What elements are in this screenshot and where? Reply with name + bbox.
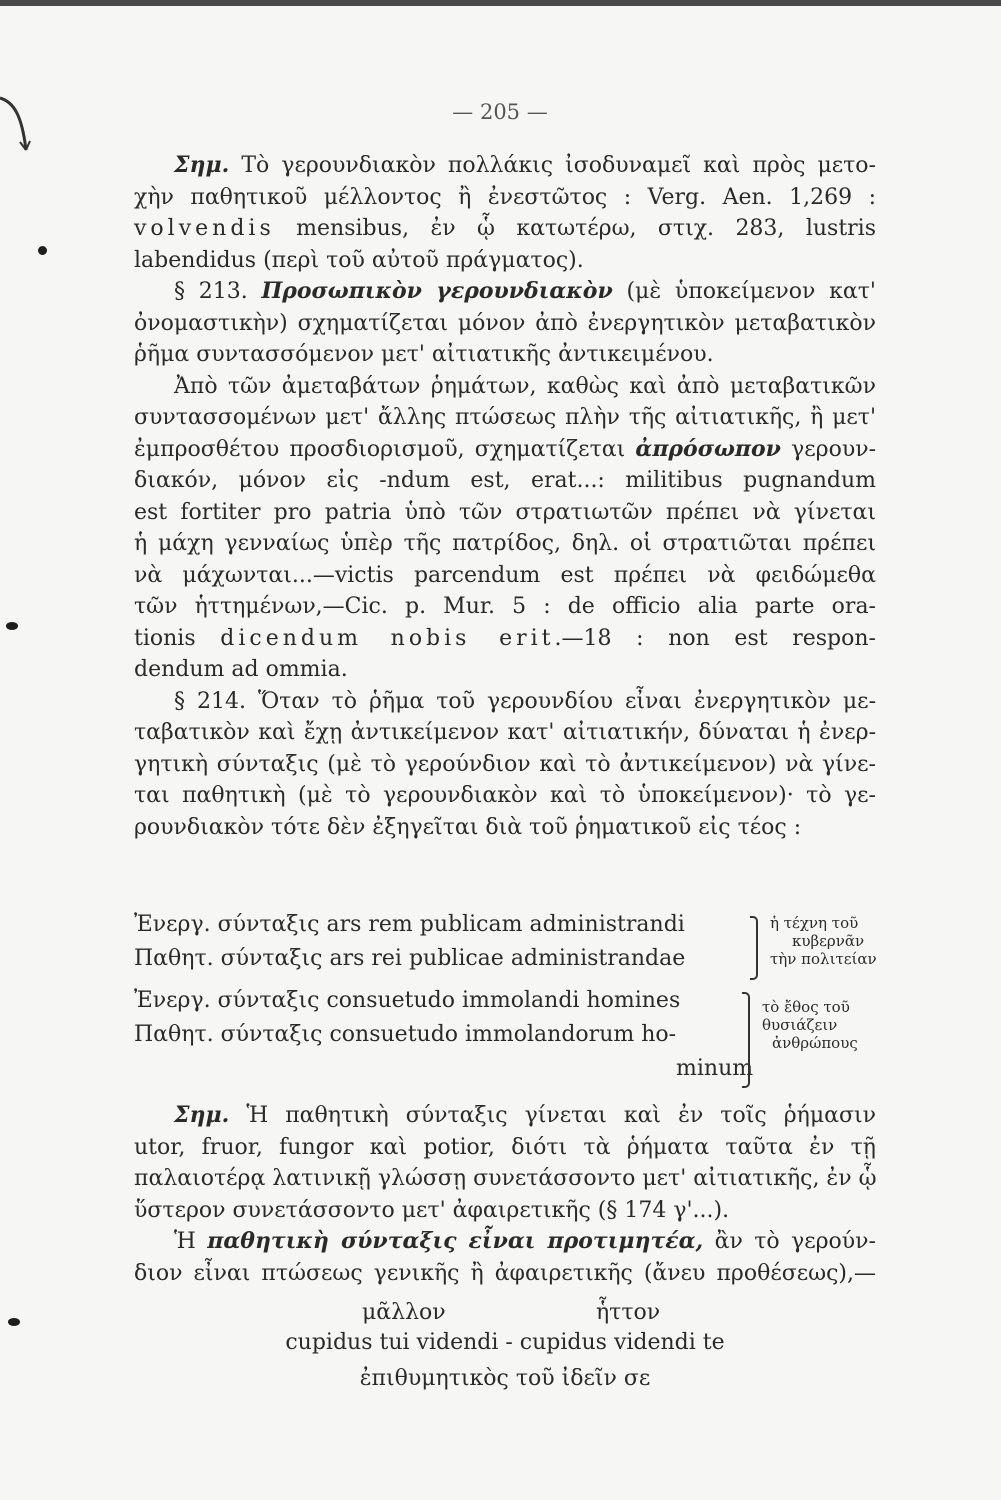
text-line: ῥῆμα συντασσόμενον μετ' αἰτιατικῆς ἀντικειμένου. bbox=[134, 342, 714, 367]
gloss-line: τὸ ἔθος τοῦ bbox=[762, 998, 850, 1016]
text-line: utor, fruor, fungor καὶ potior, διότι τὰ ῥήματα ταῦτα ἐν τῇ bbox=[134, 1134, 876, 1160]
text-line: συντασσομένων μετ' ἄλλης πτώσεως πλὴν τῆς αἰτιατικῆς, ἢ μετ' bbox=[134, 405, 876, 430]
text-line: νὰ μάχωνται...—victis parcendum est πρέπει νὰ φειδώμεθα bbox=[134, 562, 876, 588]
text-line: ὕστερον συνετάσσοντο μετ' ἀφαιρετικῆς (§ 174 γ'...). bbox=[134, 1197, 730, 1223]
text-line: ὀνομαστικὴν) σχηματίζεται μόνον ἀπὸ ἐνεργητικὸν μεταβατικὸν bbox=[134, 310, 876, 336]
text-line: ἐμπροσθέτου προσδιορισμοῦ, σχηματίζεται ἀπρόσωπον γερουν- bbox=[134, 435, 877, 462]
body-text bbox=[134, 150, 876, 843]
binding-hole-mark bbox=[38, 246, 47, 255]
page-number: — 205 — bbox=[452, 100, 548, 124]
text-line: διακόν, μόνον εἰς -ndum est, erat...: militibus pugnandum bbox=[134, 468, 876, 493]
gloss-line: θυσιάζειν bbox=[762, 1016, 838, 1034]
text-line: ται παθητικὴ (μὲ τὸ γερουνδιακὸν καὶ τὸ ὑποκείμενον)· τὸ γε- bbox=[134, 783, 876, 808]
gloss-line: ἀνθρώπους bbox=[772, 1034, 858, 1052]
note-text bbox=[134, 1100, 876, 1289]
example-1-active: Ἐνεργ. σύνταξις ars rem publicam administrandi bbox=[134, 912, 685, 937]
text-line: τῶν ἡττημένων,—Cic. p. Mur. 5 : de officio alia parte ora- bbox=[134, 594, 876, 619]
section-213-heading: § 213. Προσωπικὸν γερουνδιακὸν (μὲ ὑποκείμενον κατ' bbox=[174, 278, 876, 304]
page-curl-mark bbox=[0, 90, 34, 160]
text-line: Ἀπὸ τῶν ἀμεταβάτων ῥημάτων, καθὼς καὶ ἀπὸ μεταβατικῶν bbox=[174, 373, 876, 399]
text-line: χὴν παθητικοῦ μέλλοντος ἢ ἐνεστῶτος : Verg. Aen. 1,269 : bbox=[134, 184, 876, 210]
example-1-gloss bbox=[770, 914, 877, 968]
gloss-line: ἡ τέχνη τοῦ bbox=[770, 914, 859, 932]
text-line: dendum ad ommia. bbox=[134, 657, 348, 682]
text-line: ταβατικὸν καὶ ἔχῃ ἀντικείμενον κατ' αἰτιατικήν, δύναται ἡ ἐνερ- bbox=[134, 720, 876, 745]
example-2-active: Ἐνεργ. σύνταξις consuetudo immolandi homines bbox=[134, 988, 681, 1013]
gloss-line: κυβερνᾶν bbox=[792, 932, 865, 950]
binding-hole-mark bbox=[8, 1318, 20, 1326]
example-1-brace bbox=[750, 916, 758, 980]
text-line: Σημ. Τὸ γερουνδιακὸν πολλάκις ἰσοδυναμεῖ καὶ πρὸς μετο- bbox=[174, 152, 876, 178]
example-2-gloss bbox=[762, 998, 858, 1052]
text-line: γητικὴ σύνταξις (μὲ τὸ γερούνδιον καὶ τὸ ἀντικείμενον) νὰ γίνε- bbox=[134, 751, 876, 777]
example-2-passive: Παθητ. σύνταξις consuetudo immolandorum ho- bbox=[134, 1022, 677, 1047]
text-line: volvendis mensibus, ἐν ᾧ κατωτέρω, στιχ. 283, lustris bbox=[134, 216, 876, 241]
gloss-line: τὴν πολιτείαν bbox=[770, 950, 877, 968]
binding-hole-mark bbox=[6, 622, 18, 630]
text-line: est fortiter pro patria ὑπὸ τῶν στρατιωτῶν πρέπει νὰ γίνεται bbox=[134, 499, 876, 525]
section-214-heading: § 214. Ὅταν τὸ ῥῆμα τοῦ γερουνδίου εἶναι ἐνεργητικὸν με- bbox=[174, 688, 876, 714]
text-line: παλαιοτέρᾳ λατινικῇ γλώσσῃ συνετάσσοντο μετ' αἰτιατικῆς, ἐν ᾧ bbox=[134, 1166, 877, 1191]
example-1-passive: Παθητ. σύνταξις ars rei publicae administrandae bbox=[134, 946, 686, 971]
text-line: Ἡ παθητικὴ σύνταξις εἶναι προτιμητέα, ἂν τὸ γερούν- bbox=[174, 1228, 876, 1254]
comparison-more: μᾶλλον bbox=[362, 1300, 446, 1325]
text-line: labendidus (περὶ τοῦ αὐτοῦ πράγματος). bbox=[134, 247, 584, 273]
text-line: Σημ. Ἡ παθητικὴ σύνταξις γίνεται καὶ ἐν τοῖς ῥήμασιν bbox=[174, 1102, 876, 1128]
text-line: tionis dicendum nobis erit.—18 : non est respon- bbox=[134, 625, 876, 651]
comparison-less: ἧττον bbox=[596, 1300, 661, 1325]
page-top-edge bbox=[0, 0, 1001, 6]
comparison-latin: cupidus tui videndi - cupidus videndi te bbox=[285, 1330, 725, 1355]
comparison-greek: ἐπιθυμητικὸς τοῦ ἰδεῖν σε bbox=[359, 1366, 651, 1391]
example-2-brace bbox=[742, 992, 750, 1088]
text-line: ρουνδιακὸν τότε δὲν ἐξηγεῖται διὰ τοῦ ῥηματικοῦ εἰς τέος : bbox=[134, 814, 802, 840]
text-line: διον εἶναι πτώσεως γενικῆς ἢ ἀφαιρετικῆς (ἄνευ προθέσεως),— bbox=[134, 1260, 876, 1286]
text-line: ἡ μάχη γενναίως ὑπὲρ τῆς πατρίδος, δηλ. οἱ στρατιῶται πρέπει bbox=[134, 531, 876, 556]
example-2-continuation: minum bbox=[676, 1056, 754, 1081]
